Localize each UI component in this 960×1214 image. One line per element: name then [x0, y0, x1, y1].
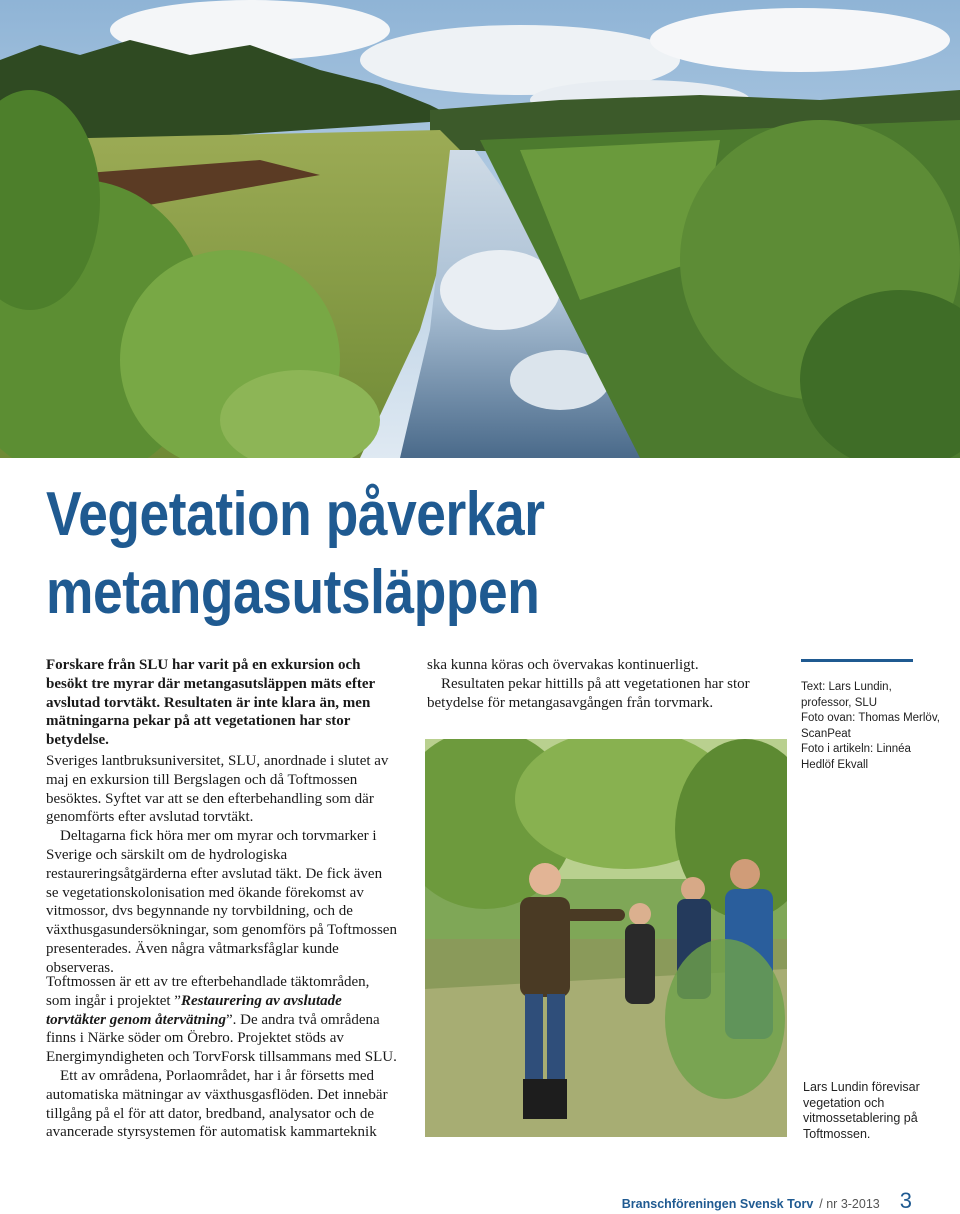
project-name: Restaurering av avslutade torvtäkter genom återvätning [46, 992, 342, 1028]
footer-issue: / nr 3-2013 [819, 1197, 880, 1211]
credit-line-1: Text: Lars Lundin, [801, 681, 892, 693]
body-paragraph-2: Deltagarna fick höra mer om myrar och torvmarker i Sverige och särskilt om de hydrologiska restaureringsåtgärderna efter avslutad täkt. De fick även se vegetationskolonisation med ökande förekomst av vitmossor, dvs begynnande ny torvbildning, och de växthusgasundersökningar, som genomförs på Toftmossen presenterades. Även några våtmarksfåglar kunde observeras. [46, 828, 397, 976]
article-body-col2 [427, 656, 782, 712]
photo-caption: Lars Lundin förevisar vegetation och vitmossetablering på Toftmossen. [803, 1080, 920, 1141]
body-paragraph-1: Sveriges lantbruksuniversitet, SLU, anordnade i slutet av maj en exkursion till Bergslagen och då Toftmossen besöktes. Syftet var att se den efterbehandling som där genomförts efter avslutad torvtäkt. [46, 753, 389, 826]
col2-paragraph-2: Resultaten pekar hittills på att vegetationen har stor betydelse för metangasavgången från torvmark. [427, 675, 750, 711]
body-paragraph-3 [46, 973, 398, 1067]
body-paragraph-4: Ett av områdena, Porlaområdet, har i år försetts med automatiska mätningar av växthusgasflöden. Det innebär tillgång på el för att dator, bredband, analysator och de avancerade styrsystemen för automatisk kammarteknik [46, 1067, 388, 1141]
article-body-top [46, 752, 398, 978]
credit-line-6: Hedlöf Ekvall [801, 758, 869, 771]
lead-paragraph: Forskare från SLU har varit på en exkursion och besökt tre myrar där metangasutsläppen mäts efter avslutad torvtäkt. Resultaten är inte klara än, men mätningarna pekar på att vegetationen har stor betydelse. [46, 657, 375, 749]
credit-line-5: Foto i artikeln: Linnéa [801, 743, 911, 755]
hero-photo [0, 0, 960, 458]
p3-text-b: ”. De andra två områdena finns i Närke söder om Örebro. Projektet stöds av Energimyndigheten och TorvForsk tillsammans med SLU. [46, 1011, 397, 1066]
inset-photo [425, 739, 787, 1137]
footer-brand: Branschföreningen Svensk Torv [621, 1197, 814, 1211]
page-footer [622, 1188, 912, 1214]
article-body-bottom [46, 973, 398, 1142]
credit-line-3: Foto ovan: Thomas Merlöv, [801, 712, 940, 724]
title-line-2: metangasutsläppen [46, 558, 540, 627]
article-lead [46, 656, 398, 750]
article-title [46, 476, 803, 632]
col2-paragraph-1: ska kunna köras och övervakas kontinuerligt. [427, 657, 699, 673]
p3-text-a: Toftmossen är ett av tre efterbehandlade täktområden, som ingår i projektet ” [46, 974, 370, 1009]
title-line-1: Vegetation påverkar [46, 480, 545, 549]
page-number: 3 [899, 1188, 912, 1213]
credits-rule [801, 659, 913, 662]
credit-line-4: ScanPeat [801, 727, 851, 740]
credit-line-2: professor, SLU [801, 696, 878, 709]
credits-box [801, 680, 941, 773]
